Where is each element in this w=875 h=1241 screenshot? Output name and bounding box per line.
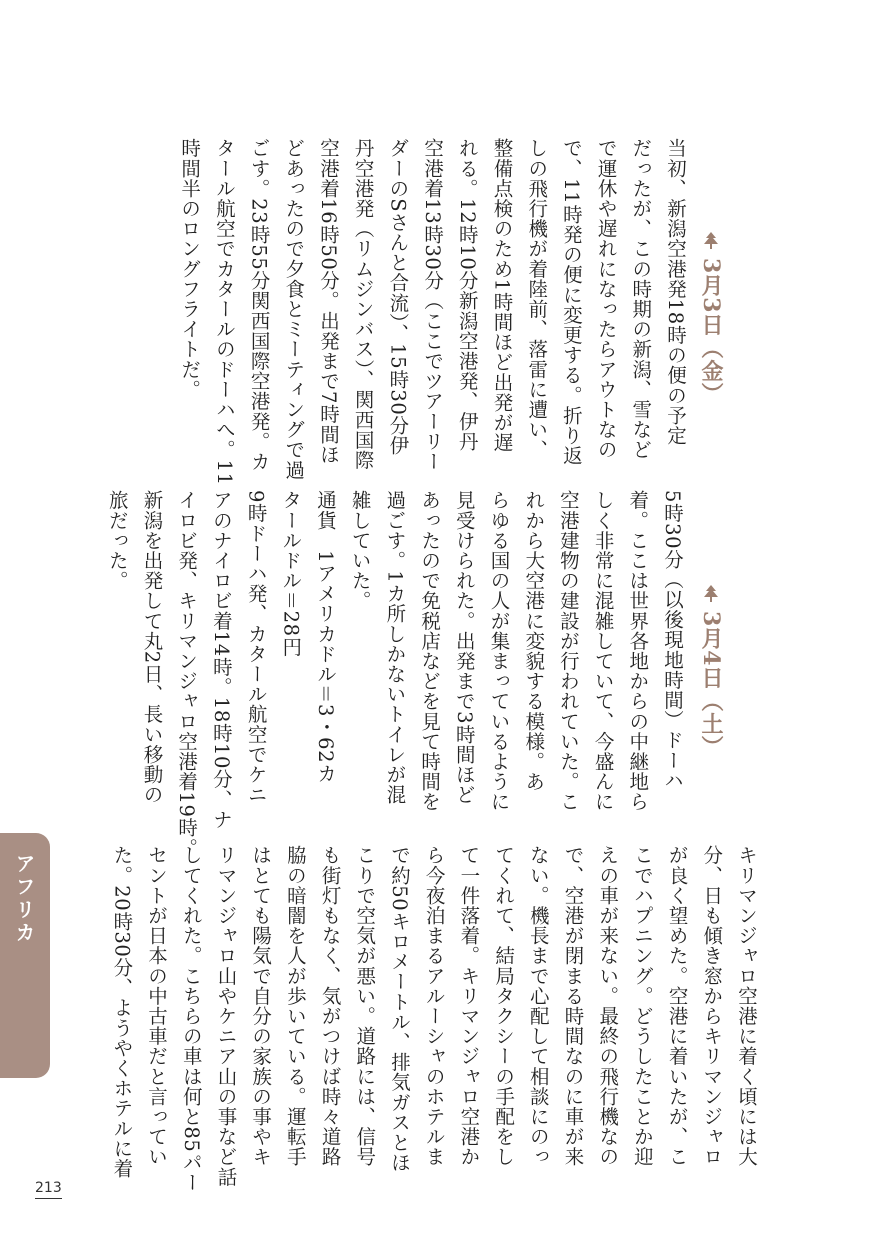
text-line: 整備点検のため1時間ほど出発が遅 xyxy=(490,138,514,453)
text-line: で運休や遅れになったらアウトなの xyxy=(594,138,618,460)
text-line: で、空港が閉まる時間なのに車が来 xyxy=(561,845,585,1167)
text-line: 着。ここは世界各地からの中継地ら xyxy=(626,490,650,812)
chapter-tab xyxy=(0,833,50,1078)
text-line: が良く望めた。空港に着いたが、こ xyxy=(665,845,689,1167)
text-line: 雑していた。 xyxy=(348,490,372,611)
text-line: イロビ発、キリマンジャロ空港着19時。 xyxy=(175,490,199,858)
text-line: ない。機長まで心配して相談にのっ xyxy=(526,845,550,1167)
section-2-body xyxy=(99,490,689,858)
tree-icon xyxy=(703,232,719,250)
text-line: ダーのSさんと合流）、15時30分伊 xyxy=(386,138,410,456)
text-line: 当初、新潟空港発18時の便の予定 xyxy=(664,138,687,446)
text-line: あったので免税店などを見て時間を xyxy=(418,490,442,812)
text-line: 空港建物の建設が行われていた。こ xyxy=(556,490,580,812)
date-heading-mar3: 3月3日（金） xyxy=(698,258,724,406)
text-line: セントが日本の中古車だと言ってい xyxy=(145,845,169,1167)
text-line: 空港着13時30分（ここでツアーリー xyxy=(421,138,445,472)
text-line: 時間半のロングフライトだ。 xyxy=(178,138,202,400)
text-line: タールドル＝28円 xyxy=(279,490,303,657)
text-line: 5時30分（以後現地時間）ドーハ xyxy=(661,490,684,791)
text-line: て一件落着。キリマンジャロ空港か xyxy=(457,845,481,1167)
section-3-body xyxy=(104,845,763,1193)
tree-icon xyxy=(703,585,719,603)
text-line: 新潟を出発して丸2日、長い移動の xyxy=(140,490,164,805)
text-line: タール航空でカタールのドーハへ。11 xyxy=(212,138,236,486)
section-1-body xyxy=(171,138,692,486)
text-line: 通貨 1アメリカドル＝3・62カ xyxy=(313,490,337,784)
text-line: 過ごす。1カ所しかないトイレが混 xyxy=(383,490,407,805)
section-2-heading xyxy=(700,585,722,759)
text-line: リマンジャロ山やケニア山の事など話 xyxy=(214,845,238,1187)
text-line: で、11時発の便に変更する。折り返 xyxy=(559,138,583,466)
text-line: だったが、この時期の新潟、雪など xyxy=(629,138,653,460)
text-line: ごす。23時55分関西国際空港発。カ xyxy=(247,138,271,472)
text-line: 丹空港発（リムジンバス）、関西国際 xyxy=(351,138,375,470)
text-line: れから大空港に変貌する模様。あ xyxy=(522,490,546,792)
text-line: た。20時30分、ようやくホテルに着 xyxy=(110,845,134,1179)
text-line: 分、日も傾き窓からキリマンジャロ xyxy=(700,845,724,1167)
text-line: 空港着16時50分。出発まで7時間ほ xyxy=(316,138,340,465)
text-line: こでハプニング。どうしたことか迎 xyxy=(630,845,654,1167)
text-line: 9時ドーハ発、カタール航空でケニ xyxy=(244,490,268,805)
text-line: らゆる国の人が集まっているように xyxy=(487,490,511,812)
text-line: しく非常に混雑していて、今盛んに xyxy=(591,490,615,812)
date-heading-mar4: 3月4日（土） xyxy=(698,611,724,759)
text-line: 脇の暗闇を人が歩いている。運転手 xyxy=(283,845,307,1167)
page-number: 213 xyxy=(35,1180,62,1199)
text-line: してくれた。こちらの車は何と85パー xyxy=(179,845,203,1193)
text-line: ら今夜泊まるアルーシャのホテルま xyxy=(422,845,446,1167)
text-line: こりで空気が悪い。道路には、信号 xyxy=(353,845,377,1167)
text-line: れる。12時10分新潟空港発、伊丹 xyxy=(455,138,479,452)
text-line: 旅だった。 xyxy=(105,490,129,591)
text-line: アのナイロビ着14時。18時10分、ナ xyxy=(209,490,233,830)
section-1-heading xyxy=(700,232,722,406)
text-line: しの飛行機が着陸前、落雷に遭い、 xyxy=(525,138,549,460)
text-line: てくれて、結局タクシーの手配をし xyxy=(492,845,516,1167)
text-line: えの車が来ない。最終の飛行機なの xyxy=(596,845,620,1167)
text-line: どあったので夕食とミーティングで過 xyxy=(282,138,306,480)
text-line: キリマンジャロ空港に着く頃には大 xyxy=(735,845,758,1167)
text-line: 見受けられた。出発まで3時間ほど xyxy=(452,490,476,805)
chapter-tab-label: アフリカ xyxy=(12,853,36,945)
text-line: で約50キロメートル、排気ガスとほ xyxy=(387,845,411,1173)
text-line: はとても陽気で自分の家族の事やキ xyxy=(249,845,273,1167)
text-line: も街灯もなく、気がつけば時々道路 xyxy=(318,845,342,1167)
